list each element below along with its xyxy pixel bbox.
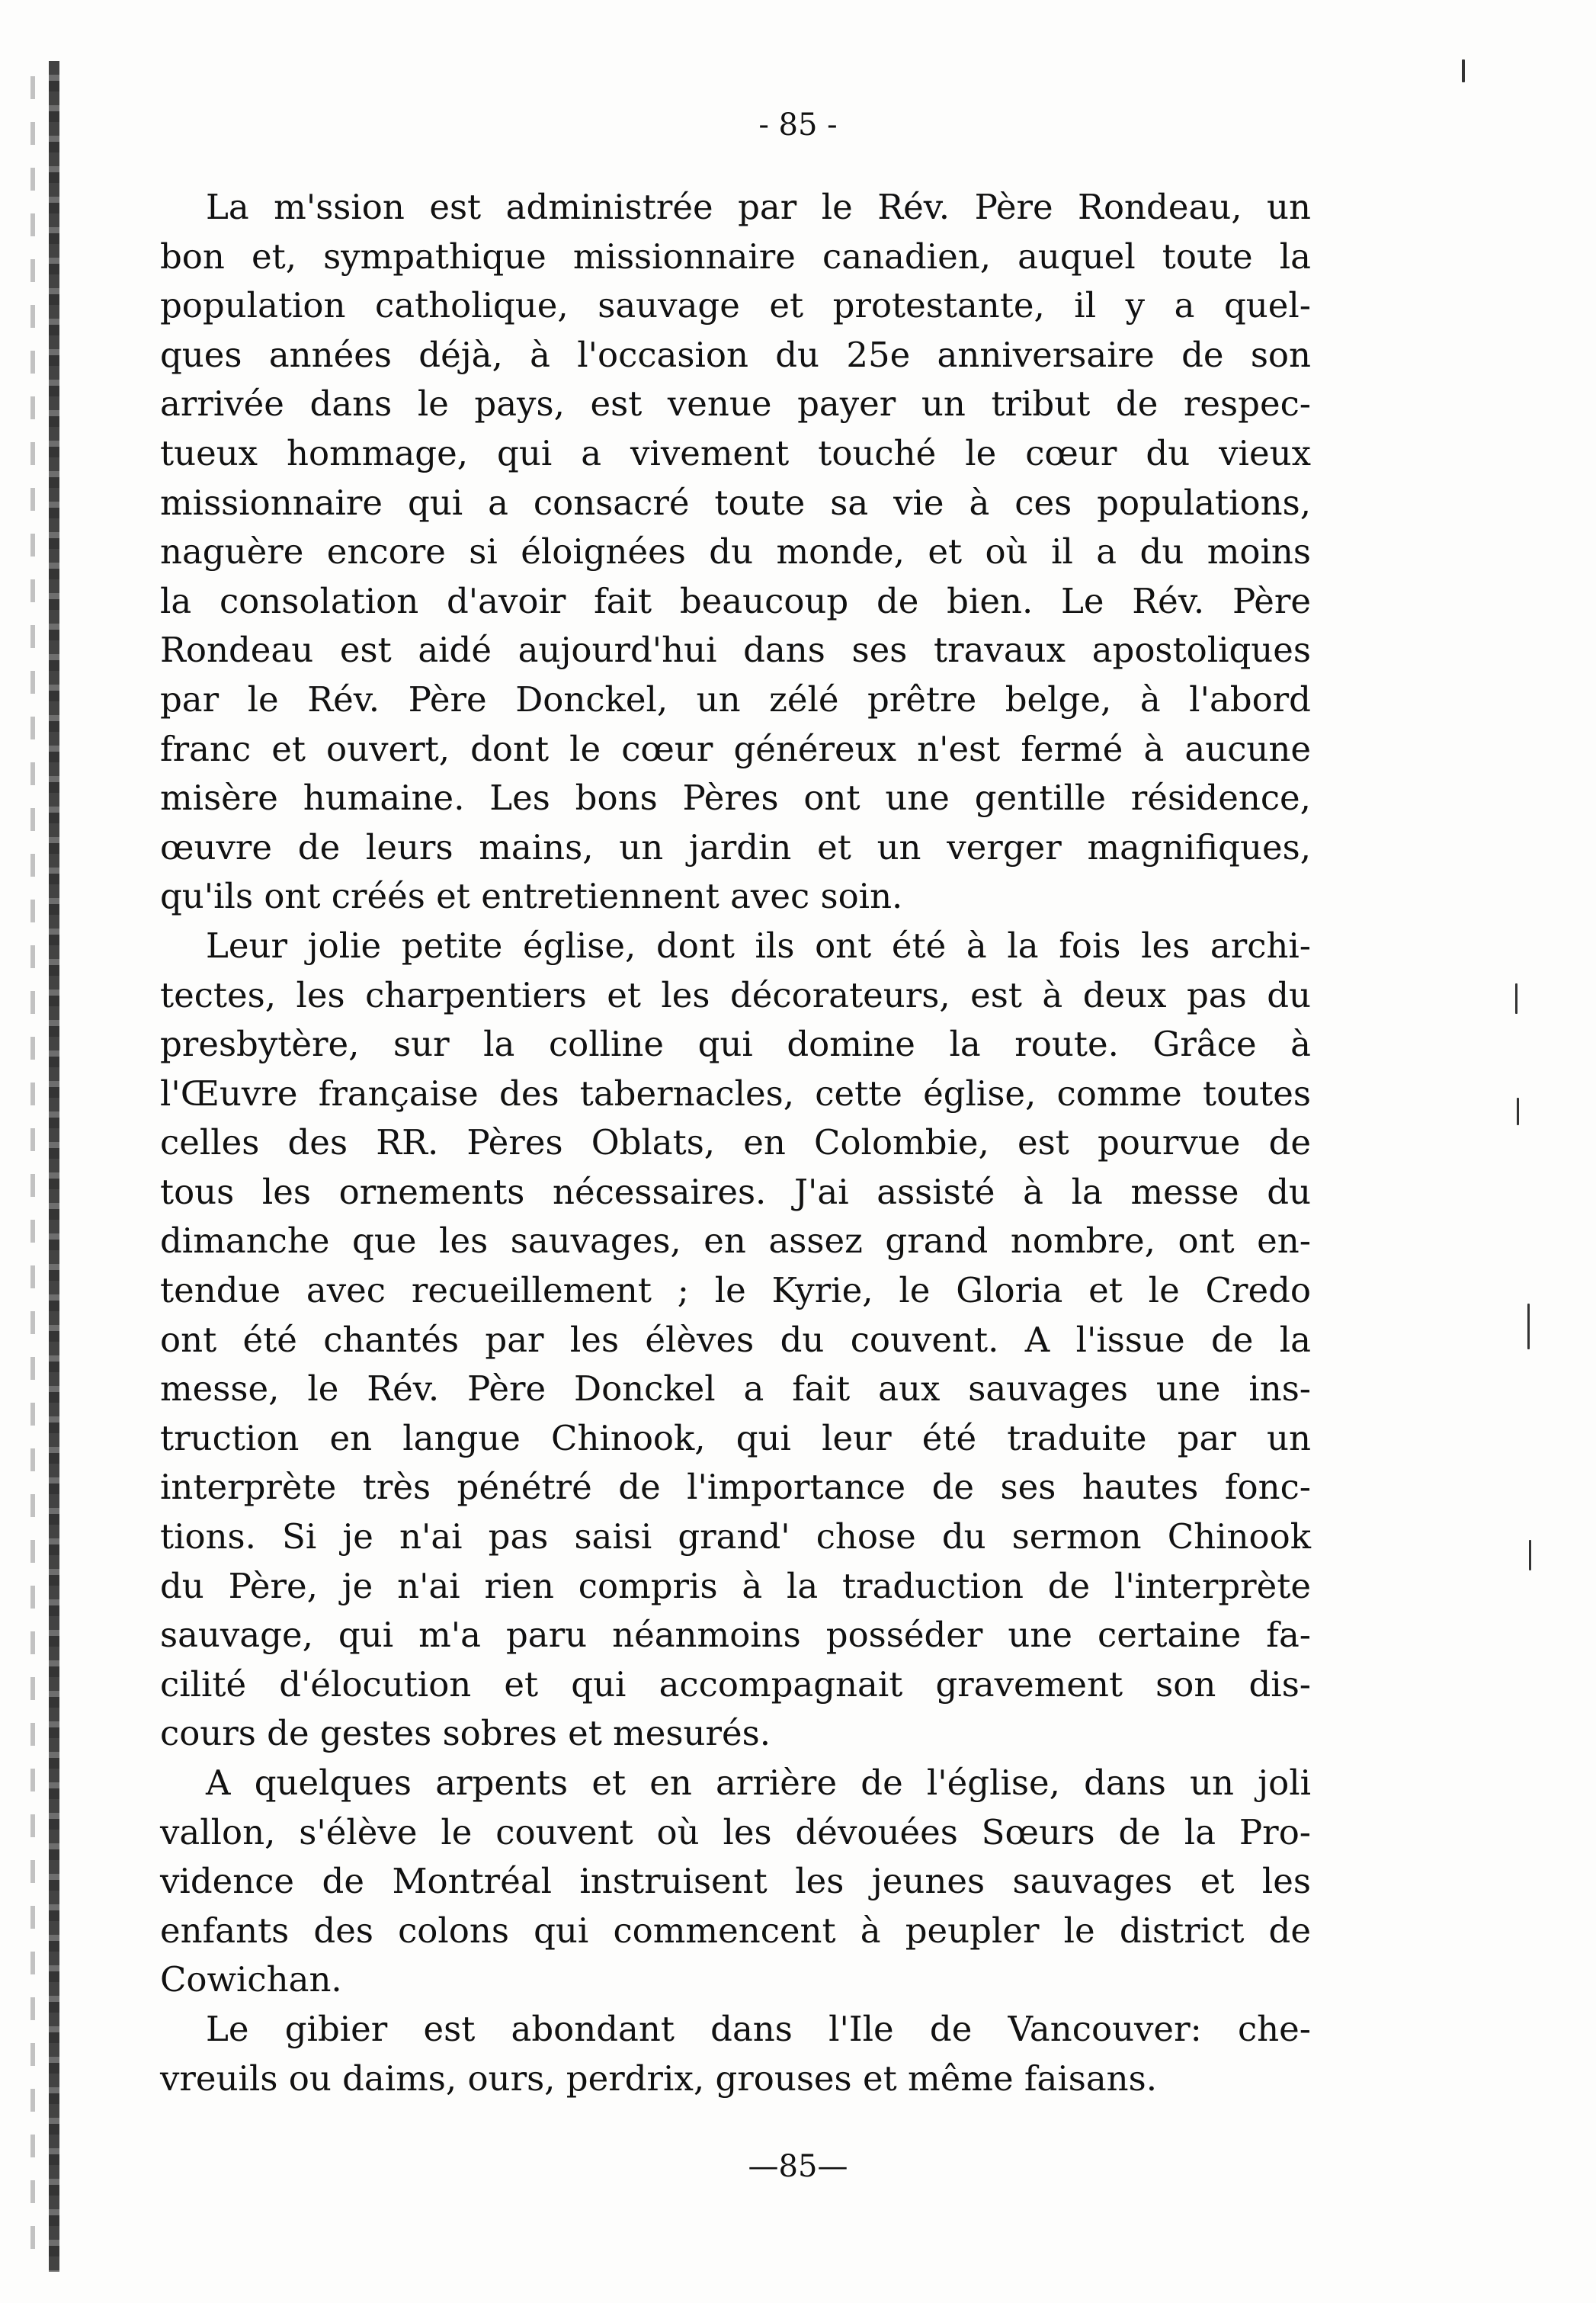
binding-shadow bbox=[30, 76, 35, 2249]
text-line: vallon, s'élève le couvent où les dévouées Sœurs de la Pro- bbox=[160, 1811, 1311, 1852]
text-line: tous les ornements nécessaires. J'ai assisté à la messe du bbox=[160, 1171, 1311, 1212]
page-number-footer: —85— bbox=[748, 2149, 848, 2184]
text-line: celles des RR. Pères Oblats, en Colombie, est pourvue de bbox=[160, 1122, 1311, 1163]
text-line: sauvage, qui m'a paru néanmoins posséder une certaine fa- bbox=[160, 1615, 1311, 1656]
scan-speck bbox=[1529, 1540, 1531, 1570]
paragraph bbox=[160, 922, 1311, 1759]
text-line: cours de gestes sobres et mesurés. bbox=[160, 1713, 771, 1754]
body-text bbox=[160, 183, 1311, 2103]
text-line: du Père, je n'ai rien compris à la traduction de l'interprète bbox=[160, 1565, 1311, 1606]
text-line: Le gibier est abondant dans l'Ile de Vancouver: che- bbox=[206, 2008, 1311, 2049]
text-line: vidence de Montréal instruisent les jeunes sauvages et les bbox=[160, 1861, 1311, 1902]
text-line: arrivée dans le pays, est venue payer un tribut de respec- bbox=[160, 383, 1311, 425]
text-line: tions. Si je n'ai pas saisi grand' chose du sermon Chinook bbox=[160, 1516, 1311, 1557]
text-line: Rondeau est aidé aujourd'hui dans ses travaux apostoliques bbox=[160, 630, 1311, 671]
text-line: par le Rév. Père Donckel, un zélé prêtre belge, à l'abord bbox=[160, 678, 1311, 720]
text-line: dimanche que les sauvages, en assez grand nombre, ont en- bbox=[160, 1220, 1311, 1262]
scan-speck bbox=[1515, 983, 1517, 1014]
text-line: misère humaine. Les bons Pères ont une gentille résidence, bbox=[160, 778, 1311, 819]
text-line: la consolation d'avoir fait beaucoup de bien. Le Rév. Père bbox=[160, 580, 1311, 621]
paragraph bbox=[160, 1759, 1311, 2005]
text-line: enfants des colons qui commencent à peupler le district de bbox=[160, 1910, 1311, 1951]
text-line: messe, le Rév. Père Donckel a fait aux sauvages une ins- bbox=[160, 1368, 1311, 1410]
text-line: A quelques arpents et en arrière de l'église, dans un joli bbox=[206, 1763, 1311, 1803]
text-line: tueux hommage, qui a vivement touché le cœur du vieux bbox=[160, 432, 1311, 473]
text-line: naguère encore si éloignées du monde, et où il a du moins bbox=[160, 531, 1311, 573]
text-line: tectes, les charpentiers et les décorateurs, est à deux pas du bbox=[160, 974, 1311, 1015]
text-line: Cowichan. bbox=[160, 1959, 342, 2000]
running-head: - 85 - bbox=[758, 107, 838, 143]
scan-speck bbox=[1462, 59, 1465, 82]
text-line: La m'ssion est administrée par le Rév. Père Rondeau, un bbox=[206, 187, 1311, 227]
text-line: bon et, sympathique missionnaire canadien, auquel toute la bbox=[160, 236, 1311, 277]
text-line: missionnaire qui a consacré toute sa vie à ces populations, bbox=[160, 482, 1311, 523]
binding-edge bbox=[49, 61, 59, 2272]
text-line: l'Œuvre française des tabernacles, cette église, comme toutes bbox=[160, 1073, 1311, 1114]
text-line: ques années déjà, à l'occasion du 25e anniversaire de son bbox=[160, 334, 1311, 375]
scan-speck bbox=[1517, 1098, 1519, 1125]
text-line: œuvre de leurs mains, un jardin et un verger magnifiques, bbox=[160, 826, 1311, 868]
text-line: franc et ouvert, dont le cœur généreux n'est fermé à aucune bbox=[160, 728, 1311, 769]
text-line: tendue avec recueillement ; le Kyrie, le Gloria et le Credo bbox=[160, 1270, 1311, 1311]
scan-speck bbox=[1527, 1304, 1530, 1349]
text-line: cilité d'élocution et qui accompagnait gravement son dis- bbox=[160, 1663, 1311, 1705]
paragraph bbox=[160, 2005, 1311, 2103]
text-line: population catholique, sauvage et protestante, il y a quel- bbox=[160, 285, 1311, 326]
text-line: vreuils ou daims, ours, perdrix, grouses et même faisans. bbox=[160, 2058, 1158, 2099]
paragraph bbox=[160, 183, 1311, 922]
text-line: presbytère, sur la colline qui domine la route. Grâce à bbox=[160, 1024, 1311, 1065]
text-line: Leur jolie petite église, dont ils ont été à la fois les archi- bbox=[206, 925, 1311, 966]
text-line: truction en langue Chinook, qui leur été traduite par un bbox=[160, 1417, 1311, 1458]
text-line: qu'ils ont créés et entretiennent avec soin. bbox=[160, 876, 903, 917]
text-line: ont été chantés par les élèves du couvent. A l'issue de la bbox=[160, 1319, 1311, 1360]
text-line: interprète très pénétré de l'importance de ses hautes fonc- bbox=[160, 1467, 1311, 1508]
